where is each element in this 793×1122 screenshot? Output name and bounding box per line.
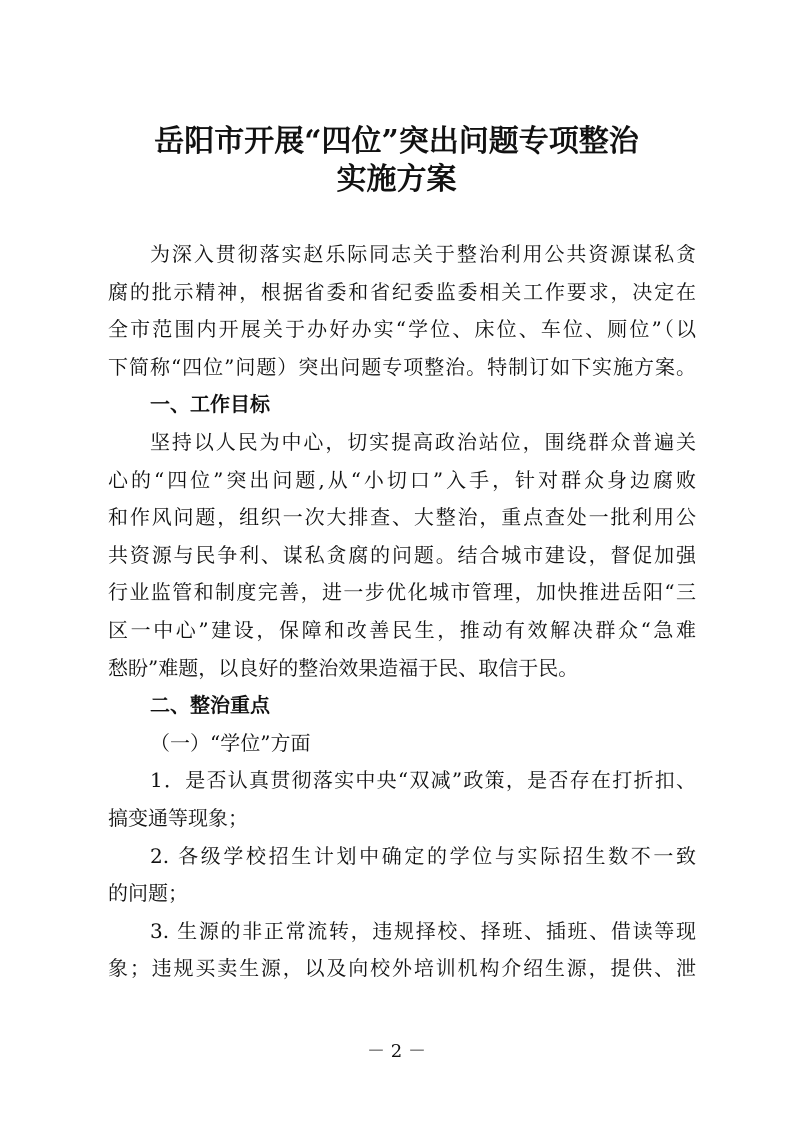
text-line: 象；违规买卖生源，以及向校外培训机构介绍生源，提供、泄 (108, 956, 696, 981)
document-title-line1: 岳阳市开展“四位”突出问题专项整治 (154, 124, 639, 159)
text-line: 2. 各级学校招生计划中确定的学位与实际招生数不一致 (150, 843, 696, 868)
text-line: 坚持以人民为中心，切实提高政治站位，围绕群众普遍关 (150, 429, 696, 454)
section-heading: 一、工作目标 (150, 392, 270, 417)
text-line: 全市范围内开展关于办好办实“学位、床位、车位、厕位”（以 (108, 317, 696, 342)
text-line: 的问题； (108, 881, 188, 906)
text-line: 下简称“四位”问题）突出问题专项整治。特制订如下实施方案。 (108, 354, 696, 379)
section-heading: 二、整治重点 (150, 693, 270, 718)
document-body (108, 236, 696, 988)
document-title-line2: 实施方案 (336, 162, 457, 197)
text-line: 1．是否认真贯彻落实中央“双减”政策，是否存在打折扣、 (150, 768, 696, 793)
text-line: 腐的批示精神，根据省委和省纪委监委相关工作要求，决定在 (108, 279, 696, 304)
text-line: 搞变通等现象； (108, 805, 248, 830)
text-line: 区一中心”建设，保障和改善民生，推动有效解决群众“急难 (108, 617, 696, 642)
text-line: 共资源与民争利、谋私贪腐的问题。结合城市建设，督促加强 (108, 542, 696, 567)
text-line: 为深入贯彻落实赵乐际同志关于整治利用公共资源谋私贪 (150, 242, 696, 266)
page-number: － 2 － (367, 1041, 426, 1062)
text-line: 行业监管和制度完善，进一步优化城市管理，加快推进岳阳“三 (108, 580, 696, 605)
text-line: 心的“四位”突出问题,从“小切口”入手，针对群众身边腐败 (108, 467, 696, 492)
text-line: 3. 生源的非正常流转，违规择校、择班、插班、借读等现 (150, 918, 696, 943)
text-line: 和作风问题，组织一次大排查、大整治，重点查处一批利用公 (108, 505, 696, 530)
text-line: 愁盼”难题，以良好的整治效果造福于民、取信于民。 (108, 655, 579, 680)
text-line: （一）“学位”方面 (150, 730, 311, 755)
